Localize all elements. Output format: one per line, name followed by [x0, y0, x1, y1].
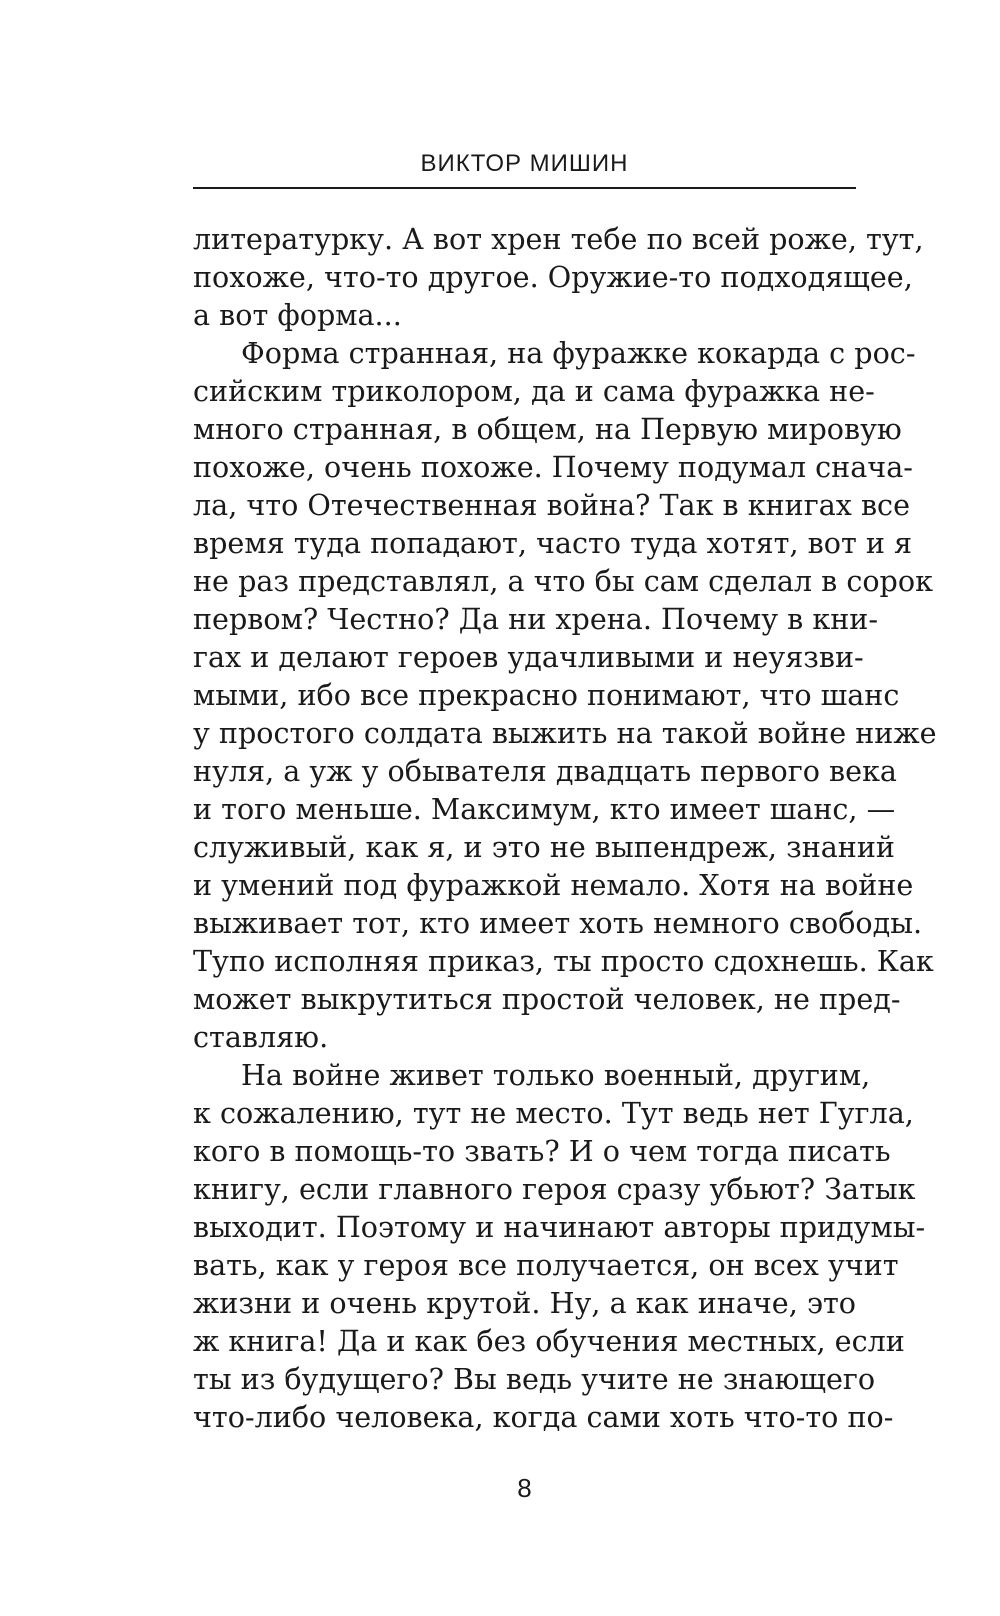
text-line: много странная, в общем, на Первую мировую: [193, 412, 902, 446]
text-line: Тупо исполняя приказ, ты просто сдохнешь. Как: [193, 944, 934, 978]
paragraph: [193, 334, 937, 1056]
text-line: ла, что Отечественная война? Так в книгах все: [193, 488, 910, 522]
text-line: к сожалению, тут не место. Тут ведь нет Гугла,: [193, 1096, 914, 1130]
text-line: похоже, что-то другое. Оружие-то подходящее,: [193, 260, 913, 294]
text-line: сийским триколором, да и сама фуражка не-: [193, 374, 875, 408]
text-line: не раз представлял, а что бы сам сделал в сорок: [193, 564, 933, 598]
page-number: 8: [517, 1473, 532, 1503]
text-line: может выкрутиться простой человек, не пред-: [193, 982, 901, 1016]
text-line: у простого солдата выжить на такой войне ниже: [193, 716, 937, 750]
text-line: ж книга! Да и как без обучения местных, если: [193, 1324, 905, 1358]
text-line: кого в помощь-то звать? И о чем тогда писать: [193, 1134, 891, 1168]
text-line: время туда попадают, часто туда хотят, вот и я: [193, 526, 913, 560]
text-line: вать, как у героя все получается, он всех учит: [193, 1248, 899, 1282]
text-line: служивый, как я, и это не выпендреж, знаний: [193, 830, 895, 864]
running-head: ВИКТОР МИШИН: [420, 150, 629, 177]
text-line: и того меньше. Максимум, кто имеет шанс, —: [193, 792, 896, 826]
text-line: и умений под фуражкой немало. Хотя на войне: [193, 868, 914, 902]
text-line: книгу, если главного героя сразу убьют? Затык: [193, 1172, 916, 1206]
body-text: [193, 220, 937, 1436]
paragraph: [193, 220, 924, 334]
text-line: литературку. А вот хрен тебе по всей роже, тут,: [193, 222, 924, 256]
header-rule: [193, 187, 856, 189]
text-line: выживает тот, кто имеет хоть немного свободы.: [193, 906, 923, 940]
text-line: ты из будущего? Вы ведь учите не знающего: [193, 1362, 876, 1396]
text-line: На войне живет только военный, другим,: [241, 1058, 871, 1092]
text-line: что-либо человека, когда сами хоть что-то по-: [193, 1400, 894, 1434]
text-line: гах и делают героев удачливыми и неуязви-: [193, 640, 864, 674]
text-line: первом? Честно? Да ни хрена. Почему в кни-: [193, 602, 878, 636]
text-line: ставляю.: [193, 1020, 329, 1054]
text-line: похоже, очень похоже. Почему подумал снача-: [193, 450, 913, 484]
text-line: выходит. Поэтому и начинают авторы придумы-: [193, 1210, 926, 1244]
text-line: жизни и очень крутой. Ну, а как иначе, это: [193, 1286, 856, 1320]
text-line: мыми, ибо все прекрасно понимают, что шанс: [193, 678, 900, 712]
text-line: а вот форма...: [193, 298, 402, 332]
text-line: Форма странная, на фуражке кокарда с рос-: [241, 336, 916, 370]
paragraph: [193, 1056, 926, 1436]
text-line: нуля, а уж у обывателя двадцать первого века: [193, 754, 897, 788]
